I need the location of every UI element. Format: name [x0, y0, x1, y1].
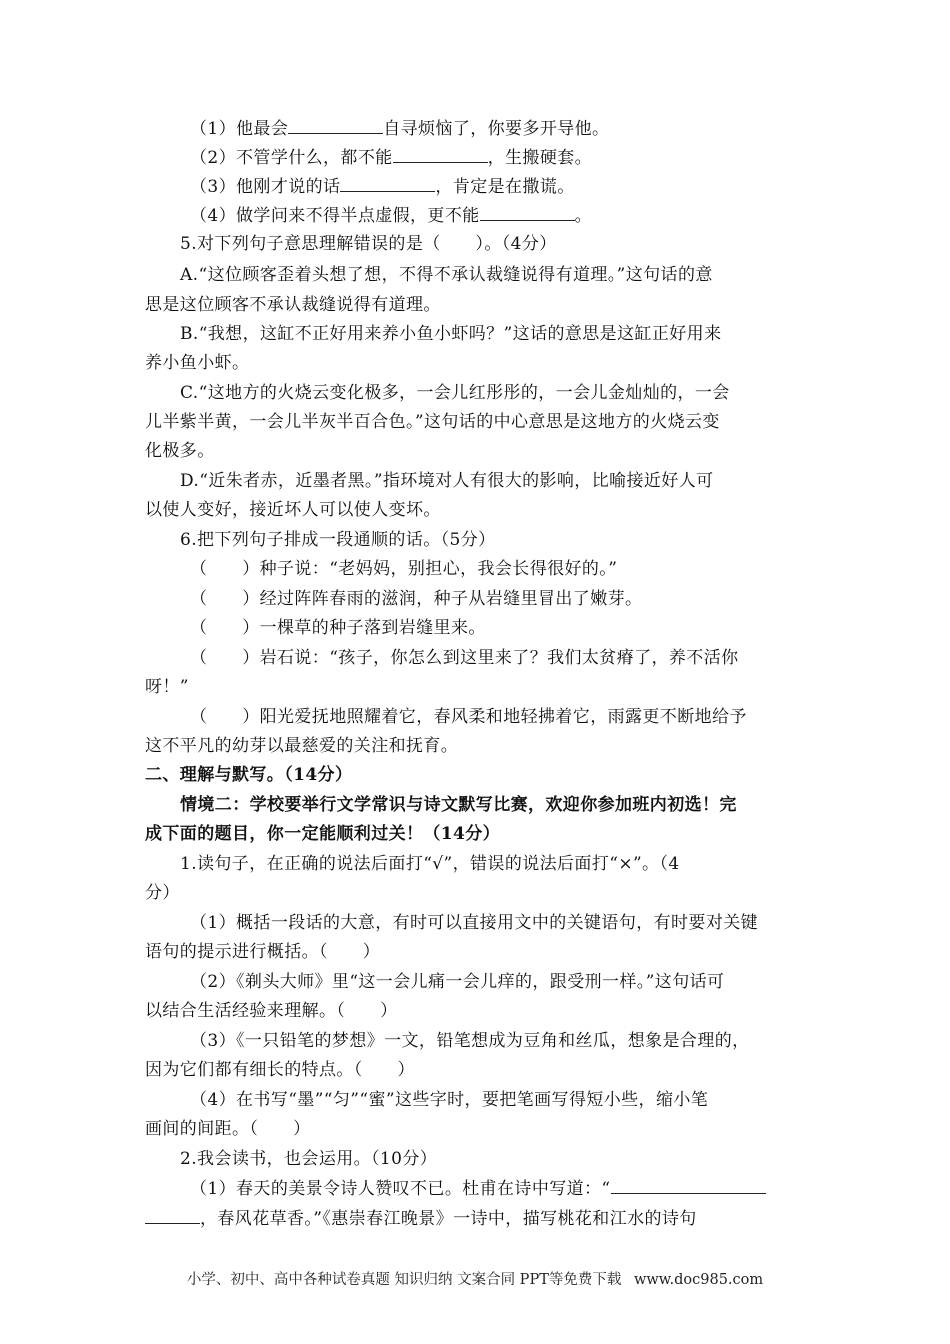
- answer-blank[interactable]: [340, 174, 435, 192]
- q5-option-b-line1: B.“我想，这缸不正好用来养小鱼小虾吗？”这话的意思是这缸正好用来: [180, 324, 722, 344]
- q6-sentence-1: （ ）种子说：“老妈妈，别担心，我会长得很好的。”: [190, 559, 618, 579]
- q5-option-c-line2: 儿半紫半黄，一会儿半灰半百合色。”这句话的中心意思是这地方的火烧云变: [145, 412, 720, 432]
- answer-blank[interactable]: [145, 1206, 200, 1224]
- q1-item-4-line1: （4）在书写“墨”“匀”“蜜”这些字时，要把笔画写得短小些，缩小笔: [190, 1090, 709, 1110]
- q5-option-b-line2: 养小鱼小虾。: [145, 353, 250, 373]
- q5-option-c-line1: C.“这地方的火烧云变化极多，一会儿红彤彤的，一会儿金灿灿的，一会: [180, 383, 730, 403]
- q1-title-line1: 1.读句子，在正确的说法后面打“√”，错误的说法后面打“×”。（4: [180, 854, 680, 874]
- idiom-sentence-4: （4）做学问来不得半点虚假，更不能 。: [190, 203, 810, 228]
- idiom-sentence-1: （1）他最会 自寻烦恼了，你要多开导他。: [190, 116, 810, 141]
- question-5-title: 5.对下列句子意思理解错误的是（ ）。（4分）: [180, 234, 557, 254]
- q5-option-d-line2: 以使人变好，接近坏人可以使人变坏。: [145, 500, 441, 520]
- q2-title: 2.我会读书，也会运用。（10分）: [180, 1149, 438, 1169]
- q1-item-3-line1: （3）《一只铅笔的梦想》一文，铅笔想成为豆角和丝瓜，想象是合理的，: [190, 1031, 750, 1051]
- section-2-context-line2: 成下面的题目，你一定能顺利过关！（14分）: [145, 824, 501, 844]
- footer-website[interactable]: www.doc985.com: [633, 1272, 764, 1288]
- idiom-sentence-2: （2）不管学什么，都不能 ，生搬硬套。: [190, 145, 810, 170]
- q1-item-2-line1: （2）《剃头大师》里“这一会儿痛一会儿痒的，跟受刑一样。”这句话可: [190, 972, 725, 992]
- q5-option-d-line1: D.“近朱者赤，近墨者黑。”指环境对人有很大的影响，比喻接近好人可: [180, 471, 714, 491]
- q6-sentence-5-line1: （ ）阳光爱抚地照耀着它，春风柔和地轻拂着它，雨露更不断地给予: [190, 707, 747, 727]
- q1-item-2-line2: 以结合生活经验来理解。（ ）: [145, 1001, 398, 1021]
- q2-item-1-line2: ，春风花草香。”《惠崇春江晚景》一诗中，描写桃花和江水的诗句: [145, 1206, 810, 1231]
- q6-sentence-5-line2: 这不平凡的幼芽以最慈爱的关注和抚育。: [145, 736, 459, 756]
- answer-blank[interactable]: [288, 116, 383, 134]
- q2-item-1-line1: （1）春天的美景令诗人赞叹不已。杜甫在诗中写道：“: [190, 1176, 810, 1201]
- section-2-context-line1: 情境二：学校要举行文学常识与诗文默写比赛，欢迎你参加班内初选！完: [180, 795, 737, 815]
- q5-option-c-line3: 化极多。: [145, 441, 215, 461]
- answer-blank[interactable]: [393, 145, 488, 163]
- q6-sentence-4-line1: （ ）岩石说：“孩子，你怎么到这里来了？我们太贫瘠了，养不活你: [190, 648, 739, 668]
- q1-item-1-line2: 语句的提示进行概括。（ ）: [145, 942, 381, 962]
- q1-title-line2: 分）: [145, 883, 180, 903]
- answer-blank[interactable]: [480, 203, 575, 221]
- section-2-heading: 二、理解与默写。（14分）: [145, 765, 353, 785]
- page-footer: [0, 1268, 950, 1289]
- footer-ad-text: 小学、初中、高中各种试卷真题 知识归纳 文案合同 PPT等免费下载: [186, 1272, 622, 1288]
- q6-sentence-3: （ ）一棵草的种子落到岩缝里来。: [190, 618, 486, 638]
- q1-item-4-line2: 画间的间距。（ ）: [145, 1119, 311, 1139]
- q1-item-3-line2: 因为它们都有细长的特点。（ ）: [145, 1060, 415, 1080]
- q1-item-1-line1: （1）概括一段话的大意，有时可以直接用文中的关键语句，有时要对关键: [190, 913, 759, 933]
- q6-sentence-2: （ ）经过阵阵春雨的滋润，种子从岩缝里冒出了嫩芽。: [190, 589, 643, 609]
- q5-option-a-line2: 思是这位顾客不承认裁缝说得有道理。: [145, 295, 441, 315]
- answer-blank[interactable]: [611, 1176, 766, 1194]
- q5-option-a-line1: A.“这位顾客歪着头想了想，不得不承认裁缝说得有道理。”这句话的意: [180, 265, 713, 285]
- q6-sentence-4-line2: 呀！”: [145, 677, 189, 697]
- question-6-title: 6.把下列句子排成一段通顺的话。（5分）: [180, 530, 496, 550]
- idiom-sentence-3: （3）他刚才说的话 ，肯定是在撒谎。: [190, 174, 810, 199]
